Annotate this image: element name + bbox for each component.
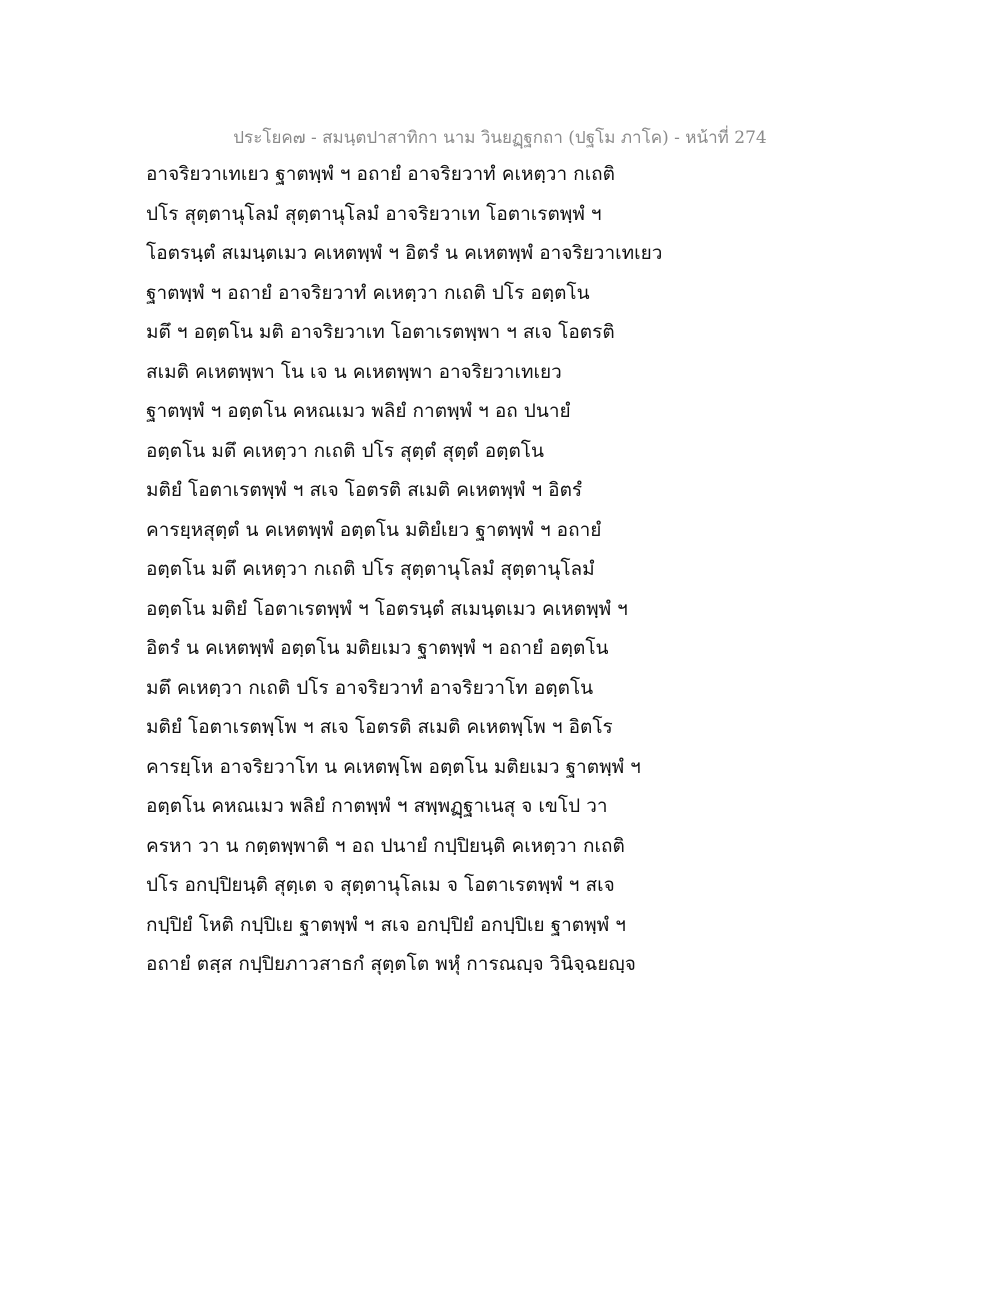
text-line: มติยํ โอตาเรตพฺโพ ฯ สเจ โอตรติ สเมติ คเหตพฺโพ ฯ อิตโร — [146, 716, 613, 738]
text-line: อิตรํ น คเหตพฺพํ อตฺตโน มติยเมว ฐาตพฺพํ ฯ อถายํ อตฺตโน — [146, 637, 609, 659]
text-line: สเมติ คเหตพฺพา โน เจ น คเหตพฺพา อาจริยวาเทเยว — [146, 360, 562, 383]
text-line: โอตรนฺตํ สเมนฺตเมว คเหตพฺพํ ฯ อิตรํ น คเหตพฺพํ อาจริยวาเทเยว — [146, 242, 663, 264]
text-line: คารยฺโห อาจริยวาโท น คเหตพฺโพ อตฺตโน มติยเมว ฐาตพฺพํ ฯ — [146, 755, 641, 778]
text-line: อตฺตโน มตึ คเหตฺวา กเถติ ปโร สุตฺตานุโลมํ สุตฺตานุโลมํ — [146, 558, 595, 580]
text-line: ปโร สุตฺตานุโลมํ สุตฺตานุโลมํ อาจริยวาเท โอตาเรตพฺพํ ฯ — [146, 202, 602, 225]
text-line: อาจริยวาเทเยว ฐาตพฺพํ ฯ อถายํ อาจริยวาทํ คเหตฺวา กเถติ — [146, 163, 616, 185]
text-line: มตึ คเหตฺวา กเถติ ปโร อาจริยวาทํ อาจริยวาโท อตฺตโน — [146, 676, 594, 699]
body-text — [146, 155, 706, 985]
text-line: คารยฺหสุตฺตํ น คเหตพฺพํ อตฺตโน มติยํเยว ฐาตพฺพํ ฯ อถายํ — [146, 518, 602, 541]
text-line: อถายํ ตสฺส กปฺปิยภาวสาธกํ สุตฺตโต พหุํ การณญฺจ วินิจฺฉยญฺจ — [146, 953, 636, 975]
text-line: มตึ ฯ อตฺตโน มติ อาจริยวาเท โอตาเรตพฺพา ฯ สเจ โอตรติ — [146, 321, 615, 343]
running-header: ประโยค๗ - สมนฺตปาสาทิกา นาม วินยฏฺฐกถา (ปฐโม ภาโค) - หน้าที่ 274 — [233, 128, 767, 148]
text-line: อตฺตโน มติยํ โอตาเรตพฺพํ ฯ โอตรนฺตํ สเมนฺตเมว คเหตพฺพํ ฯ — [146, 597, 628, 620]
text-line: ปโร อกปฺปิยนฺติ สุตฺเต จ สุตฺตานุโลเม จ โอตาเรตพฺพํ ฯ สเจ — [146, 874, 615, 896]
text-line: อตฺตโน คหณเมว พลิยํ กาตพฺพํ ฯ สพฺพฏฺฐาเนสุ จ เขโป วา — [146, 795, 608, 817]
text-line: กปฺปิยํ โหติ กปฺปิเย ฐาตพฺพํ ฯ สเจ อกปฺปิยํ อกปฺปิเย ฐาตพฺพํ ฯ — [146, 913, 626, 936]
text-line: อตฺตโน มตึ คเหตฺวา กเถติ ปโร สุตฺตํ สุตฺตํ อตฺตโน — [146, 439, 544, 462]
text-line: มติยํ โอตาเรตพฺพํ ฯ สเจ โอตรติ สเมติ คเหตพฺพํ ฯ อิตรํ — [146, 479, 583, 501]
text-line: ครหา วา น กตฺตพฺพาติ ฯ อถ ปนายํ กปฺปิยนฺติ คเหตฺวา กเถติ — [146, 834, 625, 857]
text-line: ฐาตพฺพํ ฯ อตฺตโน คหณเมว พลิยํ กาตพฺพํ ฯ อถ ปนายํ — [146, 400, 571, 422]
text-line: ฐาตพฺพํ ฯ อถายํ อาจริยวาทํ คเหตฺวา กเถติ ปโร อตฺตโน — [146, 281, 590, 304]
